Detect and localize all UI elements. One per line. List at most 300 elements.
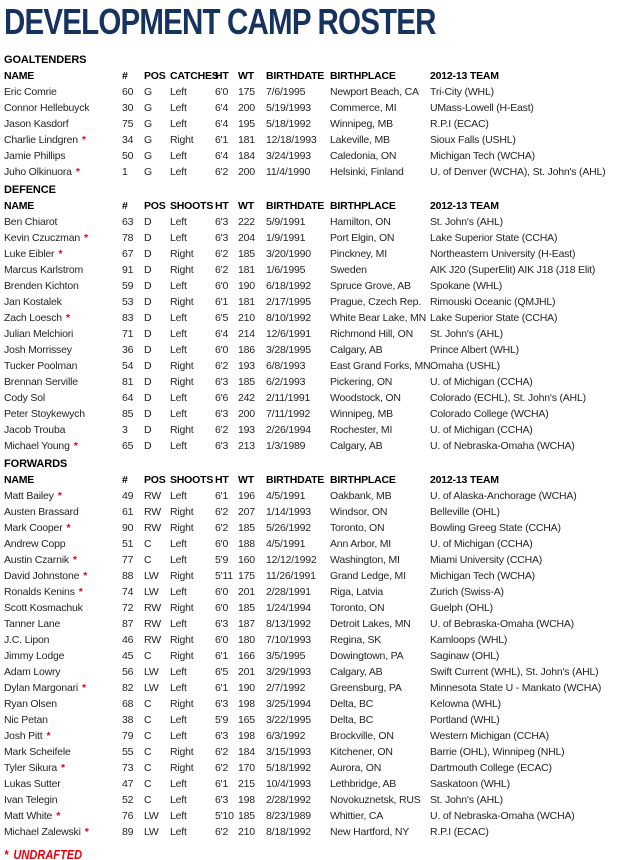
player-team: Lake Superior State (CCHA) [430, 232, 558, 244]
player-team: Swift Current (WHL), St. John's (AHL) [430, 666, 599, 678]
player-birthplace: Kitchener, ON [330, 746, 393, 758]
player-height: 5'10 [215, 810, 234, 822]
undrafted-footnote [4, 847, 524, 860]
player-position: D [144, 280, 152, 292]
player-name: Luke Eibler * [4, 248, 63, 260]
column-header-team: 2012-13 TEAM [430, 474, 499, 486]
player-birthdate: 2/26/1994 [266, 424, 311, 436]
player-name: Austen Brassard [4, 506, 79, 518]
column-header-birthdate: BIRTHDATE [266, 474, 325, 486]
player-weight: 185 [238, 376, 255, 388]
player-height: 6'2 [215, 264, 229, 276]
player-number: 47 [122, 778, 134, 790]
roster-section [4, 52, 616, 180]
column-header-number: # [122, 70, 128, 82]
player-birthdate: 3/20/1990 [266, 248, 311, 260]
player-name: Juho Olkinuora * [4, 166, 80, 178]
player-weight: 193 [238, 424, 255, 436]
player-team: Zurich (Swiss-A) [430, 586, 504, 598]
player-position: G [144, 102, 152, 114]
player-team: Colorado College (WCHA) [430, 408, 549, 420]
player-shoots-catches: Right [170, 360, 194, 372]
player-height: 6'3 [215, 216, 229, 228]
player-height: 6'1 [215, 682, 229, 694]
column-header-shoots-catches: SHOOTS [170, 200, 214, 212]
table-row [4, 760, 616, 776]
column-header-height: HT [215, 70, 229, 82]
table-row [4, 422, 616, 438]
player-shoots-catches: Left [170, 714, 187, 726]
player-birthdate: 2/28/1991 [266, 586, 311, 598]
player-weight: 180 [238, 634, 255, 646]
player-shoots-catches: Right [170, 522, 194, 534]
player-team: R.P.I (ECAC) [430, 826, 489, 838]
table-row [4, 358, 616, 374]
player-shoots-catches: Left [170, 408, 187, 420]
player-shoots-catches: Left [170, 118, 187, 130]
player-birthplace: Windsor, ON [330, 506, 388, 518]
table-row [4, 438, 616, 454]
player-position: G [144, 166, 152, 178]
player-birthplace: Dowingtown, PA [330, 650, 404, 662]
column-header-weight: WT [238, 70, 254, 82]
column-header-name: NAME [4, 200, 35, 212]
player-number: 91 [122, 264, 134, 276]
player-team: UMass-Lowell (H-East) [430, 102, 534, 114]
column-header-team: 2012-13 TEAM [430, 70, 499, 82]
player-name: Julian Melchiori [4, 328, 74, 340]
player-team: St. John's (AHL) [430, 328, 503, 340]
player-number: 78 [122, 232, 134, 244]
player-height: 6'0 [215, 634, 229, 646]
player-number: 45 [122, 650, 134, 662]
section-rows [4, 84, 616, 180]
player-team: U. of Alaska-Anchorage (WCHA) [430, 490, 577, 502]
player-birthdate: 7/11/1992 [266, 408, 311, 420]
player-shoots-catches: Left [170, 794, 187, 806]
player-name: Charlie Lindgren * [4, 134, 86, 146]
player-name: Ben Chiarot [4, 216, 58, 228]
player-weight: 184 [238, 150, 255, 162]
player-weight: 242 [238, 392, 255, 404]
column-header-birthdate: BIRTHDATE [266, 70, 325, 82]
player-height: 6'0 [215, 586, 229, 598]
player-height: 5'9 [215, 554, 229, 566]
player-shoots-catches: Left [170, 618, 187, 630]
player-position: C [144, 746, 152, 758]
player-number: 74 [122, 586, 134, 598]
player-shoots-catches: Left [170, 216, 187, 228]
player-weight: 200 [238, 408, 255, 420]
player-number: 53 [122, 296, 134, 308]
player-position: D [144, 328, 152, 340]
player-shoots-catches: Right [170, 296, 194, 308]
player-name: Dylan Margonari * [4, 682, 86, 694]
player-shoots-catches: Right [170, 264, 194, 276]
table-row [4, 84, 616, 100]
player-weight: 201 [238, 586, 255, 598]
player-birthplace: Ann Arbor, MI [330, 538, 392, 550]
column-header-name: NAME [4, 70, 35, 82]
player-position: D [144, 376, 152, 388]
player-name: J.C. Lipon [4, 634, 50, 646]
player-birthplace: East Grand Forks, MN [330, 360, 431, 372]
player-shoots-catches: Right [170, 248, 194, 260]
player-number: 81 [122, 376, 134, 388]
player-weight: 215 [238, 778, 255, 790]
player-birthplace: Rochester, MI [330, 424, 393, 436]
player-birthdate: 1/14/1993 [266, 506, 311, 518]
player-weight: 181 [238, 264, 255, 276]
table-row [4, 808, 616, 824]
player-birthdate: 6/8/1993 [266, 360, 306, 372]
player-birthplace: Aurora, ON [330, 762, 382, 774]
player-birthdate: 3/29/1993 [266, 666, 311, 678]
table-row [4, 310, 616, 326]
player-birthplace: Greensburg, PA [330, 682, 402, 694]
player-birthdate: 12/18/1993 [266, 134, 317, 146]
player-number: 77 [122, 554, 134, 566]
player-name: Tyler Sikura * [4, 762, 65, 774]
player-weight: 213 [238, 440, 255, 452]
player-weight: 200 [238, 166, 255, 178]
table-row [4, 744, 616, 760]
player-number: 38 [122, 714, 134, 726]
player-name: Brenden Kichton [4, 280, 79, 292]
player-height: 6'4 [215, 118, 229, 130]
player-weight: 185 [238, 248, 255, 260]
player-number: 85 [122, 408, 134, 420]
table-row [4, 648, 616, 664]
player-position: LW [144, 810, 159, 822]
player-shoots-catches: Left [170, 328, 187, 340]
player-birthdate: 8/13/1992 [266, 618, 311, 630]
player-birthdate: 2/7/1992 [266, 682, 306, 694]
player-position: G [144, 118, 152, 130]
section-heading: GOALTENDERS [4, 54, 87, 66]
player-name: Eric Comrie [4, 86, 57, 98]
player-weight: 204 [238, 232, 255, 244]
table-row [4, 342, 616, 358]
player-birthdate: 5/9/1991 [266, 216, 306, 228]
player-shoots-catches: Left [170, 538, 187, 550]
section-heading: FORWARDS [4, 458, 68, 470]
player-birthplace: New Hartford, NY [330, 826, 410, 838]
player-shoots-catches: Left [170, 778, 187, 790]
player-position: D [144, 248, 152, 260]
player-weight: 200 [238, 102, 255, 114]
player-height: 6'1 [215, 490, 229, 502]
player-position: C [144, 714, 152, 726]
player-birthdate: 4/5/1991 [266, 538, 306, 550]
player-height: 6'3 [215, 730, 229, 742]
player-weight: 222 [238, 216, 255, 228]
player-name: Tucker Poolman [4, 360, 78, 372]
player-team: AIK J20 (SuperElit) AIK J18 (J18 Elit) [430, 264, 596, 276]
undrafted-asterisk-icon: * [83, 232, 88, 244]
player-weight: 181 [238, 296, 255, 308]
table-row [4, 100, 616, 116]
player-name: Josh Morrissey [4, 344, 72, 356]
table-row [4, 488, 616, 504]
player-position: D [144, 216, 152, 228]
player-position: RW [144, 506, 161, 518]
player-name: David Johnstone * [4, 570, 88, 582]
player-position: D [144, 296, 152, 308]
player-team: Miami University (CCHA) [430, 554, 543, 566]
table-row [4, 278, 616, 294]
player-birthplace: Spruce Grove, AB [330, 280, 411, 292]
undrafted-asterisk-icon: * [83, 570, 88, 582]
player-height: 6'2 [215, 762, 229, 774]
section-heading: DEFENCE [4, 184, 56, 196]
table-row [4, 326, 616, 342]
player-number: 65 [122, 440, 134, 452]
player-team: U. of Michigan (CCHA) [430, 376, 533, 388]
player-shoots-catches: Left [170, 86, 187, 98]
table-row [4, 584, 616, 600]
player-number: 46 [122, 634, 134, 646]
player-name: Andrew Copp [4, 538, 66, 550]
player-position: D [144, 424, 152, 436]
player-shoots-catches: Left [170, 440, 187, 452]
player-number: 79 [122, 730, 134, 742]
player-number: 64 [122, 392, 134, 404]
player-weight: 186 [238, 344, 255, 356]
table-row [4, 294, 616, 310]
player-birthplace: Whittier, CA [330, 810, 384, 822]
player-birthdate: 2/11/1991 [266, 392, 311, 404]
table-row [4, 390, 616, 406]
player-name: Scott Kosmachuk [4, 602, 83, 614]
table-row [4, 132, 616, 148]
table-row [4, 616, 616, 632]
table-row [4, 632, 616, 648]
column-header-position: POS [144, 70, 166, 82]
player-birthplace: Delta, BC [330, 698, 374, 710]
sections [4, 52, 616, 840]
undrafted-asterisk-icon: * [81, 134, 86, 146]
player-height: 6'1 [215, 778, 229, 790]
player-number: 89 [122, 826, 134, 838]
player-team: Dartmouth College (ECAC) [430, 762, 552, 774]
player-shoots-catches: Left [170, 150, 187, 162]
player-position: RW [144, 618, 161, 630]
table-row [4, 552, 616, 568]
player-birthplace: Lakeville, MB [330, 134, 390, 146]
player-birthplace: Richmond Hill, ON [330, 328, 413, 340]
player-number: 73 [122, 762, 134, 774]
player-team: Northeastern University (H-East) [430, 248, 576, 260]
player-shoots-catches: Right [170, 506, 194, 518]
column-header-team: 2012-13 TEAM [430, 200, 499, 212]
player-team: St. John's (AHL) [430, 794, 503, 806]
player-birthplace: Washington, MI [330, 554, 400, 566]
player-birthdate: 5/26/1992 [266, 522, 311, 534]
player-shoots-catches: Right [170, 134, 194, 146]
player-team: R.P.I (ECAC) [430, 118, 489, 130]
undrafted-asterisk-icon: * [56, 810, 61, 822]
player-birthplace: Port Elgin, ON [330, 232, 395, 244]
player-team: U. of Nebraska-Omaha (WCHA) [430, 440, 575, 452]
player-position: C [144, 794, 152, 806]
column-header-weight: WT [238, 474, 254, 486]
player-birthplace: Caledonia, ON [330, 150, 397, 162]
player-birthdate: 12/12/1992 [266, 554, 317, 566]
player-team: St. John's (AHL) [430, 216, 503, 228]
player-position: D [144, 392, 152, 404]
player-shoots-catches: Left [170, 392, 187, 404]
player-number: 75 [122, 118, 134, 130]
player-number: 34 [122, 134, 134, 146]
player-birthplace: Delta, BC [330, 714, 374, 726]
player-height: 6'6 [215, 392, 229, 404]
player-height: 6'4 [215, 150, 229, 162]
player-number: 90 [122, 522, 134, 534]
player-birthdate: 3/28/1995 [266, 344, 311, 356]
player-number: 36 [122, 344, 134, 356]
player-team: Portland (WHL) [430, 714, 500, 726]
player-weight: 210 [238, 826, 255, 838]
player-birthdate: 1/24/1994 [266, 602, 311, 614]
player-height: 6'4 [215, 328, 229, 340]
player-shoots-catches: Right [170, 698, 194, 710]
undrafted-asterisk-icon: * [66, 522, 71, 534]
player-position: C [144, 538, 152, 550]
player-birthdate: 1/6/1995 [266, 264, 306, 276]
player-weight: 185 [238, 522, 255, 534]
player-birthplace: Regina, SK [330, 634, 382, 646]
player-height: 6'1 [215, 296, 229, 308]
section-rows [4, 488, 616, 840]
player-position: LW [144, 666, 159, 678]
player-height: 6'2 [215, 506, 229, 518]
player-weight: 201 [238, 666, 255, 678]
player-weight: 165 [238, 714, 255, 726]
undrafted-asterisk-icon: * [46, 730, 51, 742]
player-position: RW [144, 490, 161, 502]
player-birthdate: 10/4/1993 [266, 778, 311, 790]
player-team: Saskatoon (WHL) [430, 778, 510, 790]
column-header-name: NAME [4, 474, 35, 486]
player-weight: 187 [238, 618, 255, 630]
player-weight: 188 [238, 538, 255, 550]
roster-section [4, 456, 616, 840]
player-weight: 181 [238, 134, 255, 146]
player-position: RW [144, 634, 161, 646]
table-row [4, 568, 616, 584]
player-team: Saginaw (OHL) [430, 650, 500, 662]
player-height: 6'0 [215, 280, 229, 292]
player-position: G [144, 150, 152, 162]
player-height: 6'2 [215, 746, 229, 758]
player-birthdate: 12/6/1991 [266, 328, 311, 340]
player-team: Lake Superior State (CCHA) [430, 312, 558, 324]
page-title: DEVELOPMENT CAMP ROSTER [4, 1, 436, 42]
player-weight: 193 [238, 360, 255, 372]
player-birthplace: Newport Beach, CA [330, 86, 419, 98]
player-shoots-catches: Left [170, 166, 187, 178]
player-position: G [144, 86, 152, 98]
player-birthplace: Toronto, ON [330, 522, 385, 534]
player-birthplace: Calgary, AB [330, 440, 383, 452]
player-birthdate: 5/18/1992 [266, 762, 311, 774]
player-shoots-catches: Right [170, 602, 194, 614]
player-name: Austin Czarnik * [4, 554, 77, 566]
player-birthdate: 5/19/1993 [266, 102, 311, 114]
player-birthplace: Calgary, AB [330, 666, 383, 678]
player-position: LW [144, 826, 159, 838]
table-row [4, 664, 616, 680]
player-birthplace: Pinckney, MI [330, 248, 387, 260]
column-header-row [4, 472, 616, 488]
player-name: Mark Cooper * [4, 522, 71, 534]
player-number: 83 [122, 312, 134, 324]
table-row [4, 504, 616, 520]
column-header-birthplace: BIRTHPLACE [330, 474, 396, 486]
player-height: 6'3 [215, 794, 229, 806]
player-position: G [144, 134, 152, 146]
player-birthplace: Winnipeg, MB [330, 408, 393, 420]
player-birthplace: Novokuznetsk, RUS [330, 794, 421, 806]
player-weight: 198 [238, 730, 255, 742]
column-header-height: HT [215, 200, 229, 212]
footnote-label: UNDRAFTED [13, 847, 83, 860]
column-header-shoots-catches: CATCHES [170, 70, 219, 82]
player-shoots-catches: Left [170, 232, 187, 244]
player-name: Matt White * [4, 810, 61, 822]
player-name: Ivan Telegin [4, 794, 58, 806]
undrafted-asterisk-icon: * [65, 312, 70, 324]
player-weight: 175 [238, 570, 255, 582]
player-birthplace: Helsinki, Finland [330, 166, 404, 178]
player-shoots-catches: Right [170, 746, 194, 758]
player-weight: 166 [238, 650, 255, 662]
player-birthdate: 11/26/1991 [266, 570, 316, 582]
player-team: Michigan Tech (WCHA) [430, 570, 535, 582]
player-shoots-catches: Right [170, 650, 194, 662]
player-shoots-catches: Left [170, 666, 187, 678]
player-position: D [144, 360, 152, 372]
player-number: 59 [122, 280, 134, 292]
player-birthdate: 2/28/1992 [266, 794, 311, 806]
player-shoots-catches: Left [170, 810, 187, 822]
player-name: Peter Stoykewych [4, 408, 85, 420]
player-birthdate: 3/15/1993 [266, 746, 311, 758]
player-team: U. of Denver (WCHA), St. John's (AHL) [430, 166, 606, 178]
table-row [4, 696, 616, 712]
player-name: Jan Kostalek [4, 296, 62, 308]
player-height: 6'5 [215, 666, 229, 678]
player-name: Michael Zalewski * [4, 826, 89, 838]
player-name: Ronalds Kenins * [4, 586, 83, 598]
player-birthdate: 7/10/1993 [266, 634, 311, 646]
player-number: 67 [122, 248, 134, 260]
player-position: C [144, 650, 152, 662]
player-shoots-catches: Left [170, 554, 187, 566]
player-height: 6'3 [215, 618, 229, 630]
player-number: 30 [122, 102, 134, 114]
column-header-height: HT [215, 474, 229, 486]
player-height: 6'0 [215, 602, 229, 614]
player-team: Rimouski Oceanic (QMJHL) [430, 296, 556, 308]
player-position: D [144, 264, 152, 276]
player-name: Kevin Czuczman * [4, 232, 88, 244]
player-number: 72 [122, 602, 134, 614]
player-birthdate: 6/18/1992 [266, 280, 311, 292]
player-number: 68 [122, 698, 134, 710]
column-header-birthplace: BIRTHPLACE [330, 70, 396, 82]
